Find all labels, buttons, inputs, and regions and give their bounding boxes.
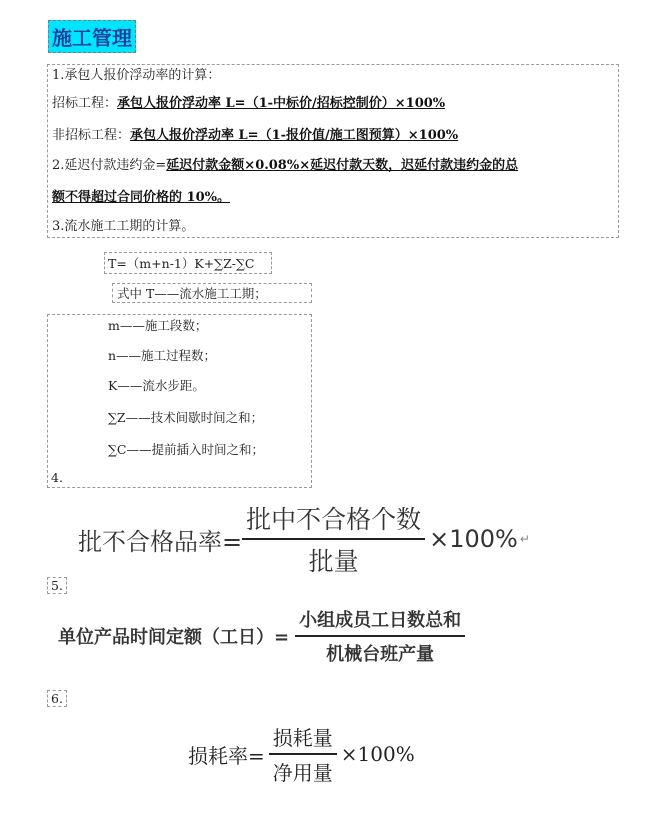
where-clause: [112, 283, 312, 303]
defect-rate-lhs: 批不合格品率=: [78, 527, 243, 556]
loss-rate-fraction: [269, 722, 337, 786]
defect-rate-numerator: 批中不合格个数: [246, 505, 422, 534]
defect-rate-fraction: [242, 500, 425, 578]
non-tender-project-line: [52, 127, 458, 145]
page-title: 施工管理: [48, 20, 136, 53]
delay-penalty-label: 2.延迟付款违约金=: [52, 158, 167, 173]
loss-rate-formula: [188, 722, 415, 786]
item-3-heading: 3.流水施工工期的计算。: [52, 219, 195, 234]
loss-rate-numerator: 损耗量: [272, 726, 333, 750]
non-tender-project-label: 非招标工程：: [52, 128, 131, 143]
loss-rate-lhs: 损耗率=: [188, 743, 265, 768]
def-n: n——施工过程数；: [108, 348, 217, 363]
loss-rate-denominator: 净用量: [272, 761, 333, 785]
delay-penalty-line: [52, 157, 518, 175]
definitions-box: [47, 314, 312, 488]
delay-penalty-cap: 额不得超过合同价格的 10%。: [52, 190, 230, 205]
time-quota-denominator: 机械台班产量: [326, 644, 435, 665]
tender-project-line: [52, 95, 445, 113]
item-5-number: 5.: [47, 577, 67, 594]
time-quota-lhs: 单位产品时间定额（工日）=: [58, 627, 290, 648]
delay-penalty-cap-line: [52, 189, 230, 207]
defect-rate-suffix: ×100%: [429, 525, 518, 553]
item-6-number: 6.: [47, 690, 67, 707]
non-tender-project-formula: 承包人报价浮动率 L=（1-报价值/施工图预算）×100%: [130, 128, 459, 143]
def-sum-z: ∑Z——技术间歇时间之和；: [108, 410, 264, 425]
time-quota-formula: [58, 606, 465, 666]
return-mark: ↵: [519, 532, 530, 546]
tender-project-formula: 承包人报价浮动率 L=（1-中标价/招标控制价）×100%: [117, 96, 446, 111]
time-quota-fraction: [295, 606, 465, 666]
defect-rate-formula: [78, 500, 530, 578]
item-4-number: 4.: [51, 470, 63, 485]
tender-project-label: 招标工程：: [52, 96, 118, 111]
flow-duration-formula: [104, 252, 272, 274]
section-1-box: [47, 64, 619, 238]
def-k: K——流水步距。: [108, 378, 205, 393]
delay-penalty-formula: 延迟付款金额×0.08%×延迟付款天数，迟延付款违约金的总: [166, 158, 519, 173]
where-clause-text: 式中 T——流水施工工期；: [117, 286, 267, 301]
defect-rate-denominator: 批量: [308, 547, 359, 576]
flow-duration-formula-text: T=（m+n-1）K+∑Z-∑C: [108, 256, 255, 271]
loss-rate-suffix: ×100%: [340, 742, 415, 766]
def-m: m——施工段数；: [108, 318, 208, 333]
time-quota-numerator: 小组成员工日数总和: [299, 610, 462, 631]
item-1-heading: 1.承包人报价浮动率的计算：: [52, 68, 221, 83]
def-sum-c: ∑C——提前插入时间之和；: [108, 442, 264, 457]
